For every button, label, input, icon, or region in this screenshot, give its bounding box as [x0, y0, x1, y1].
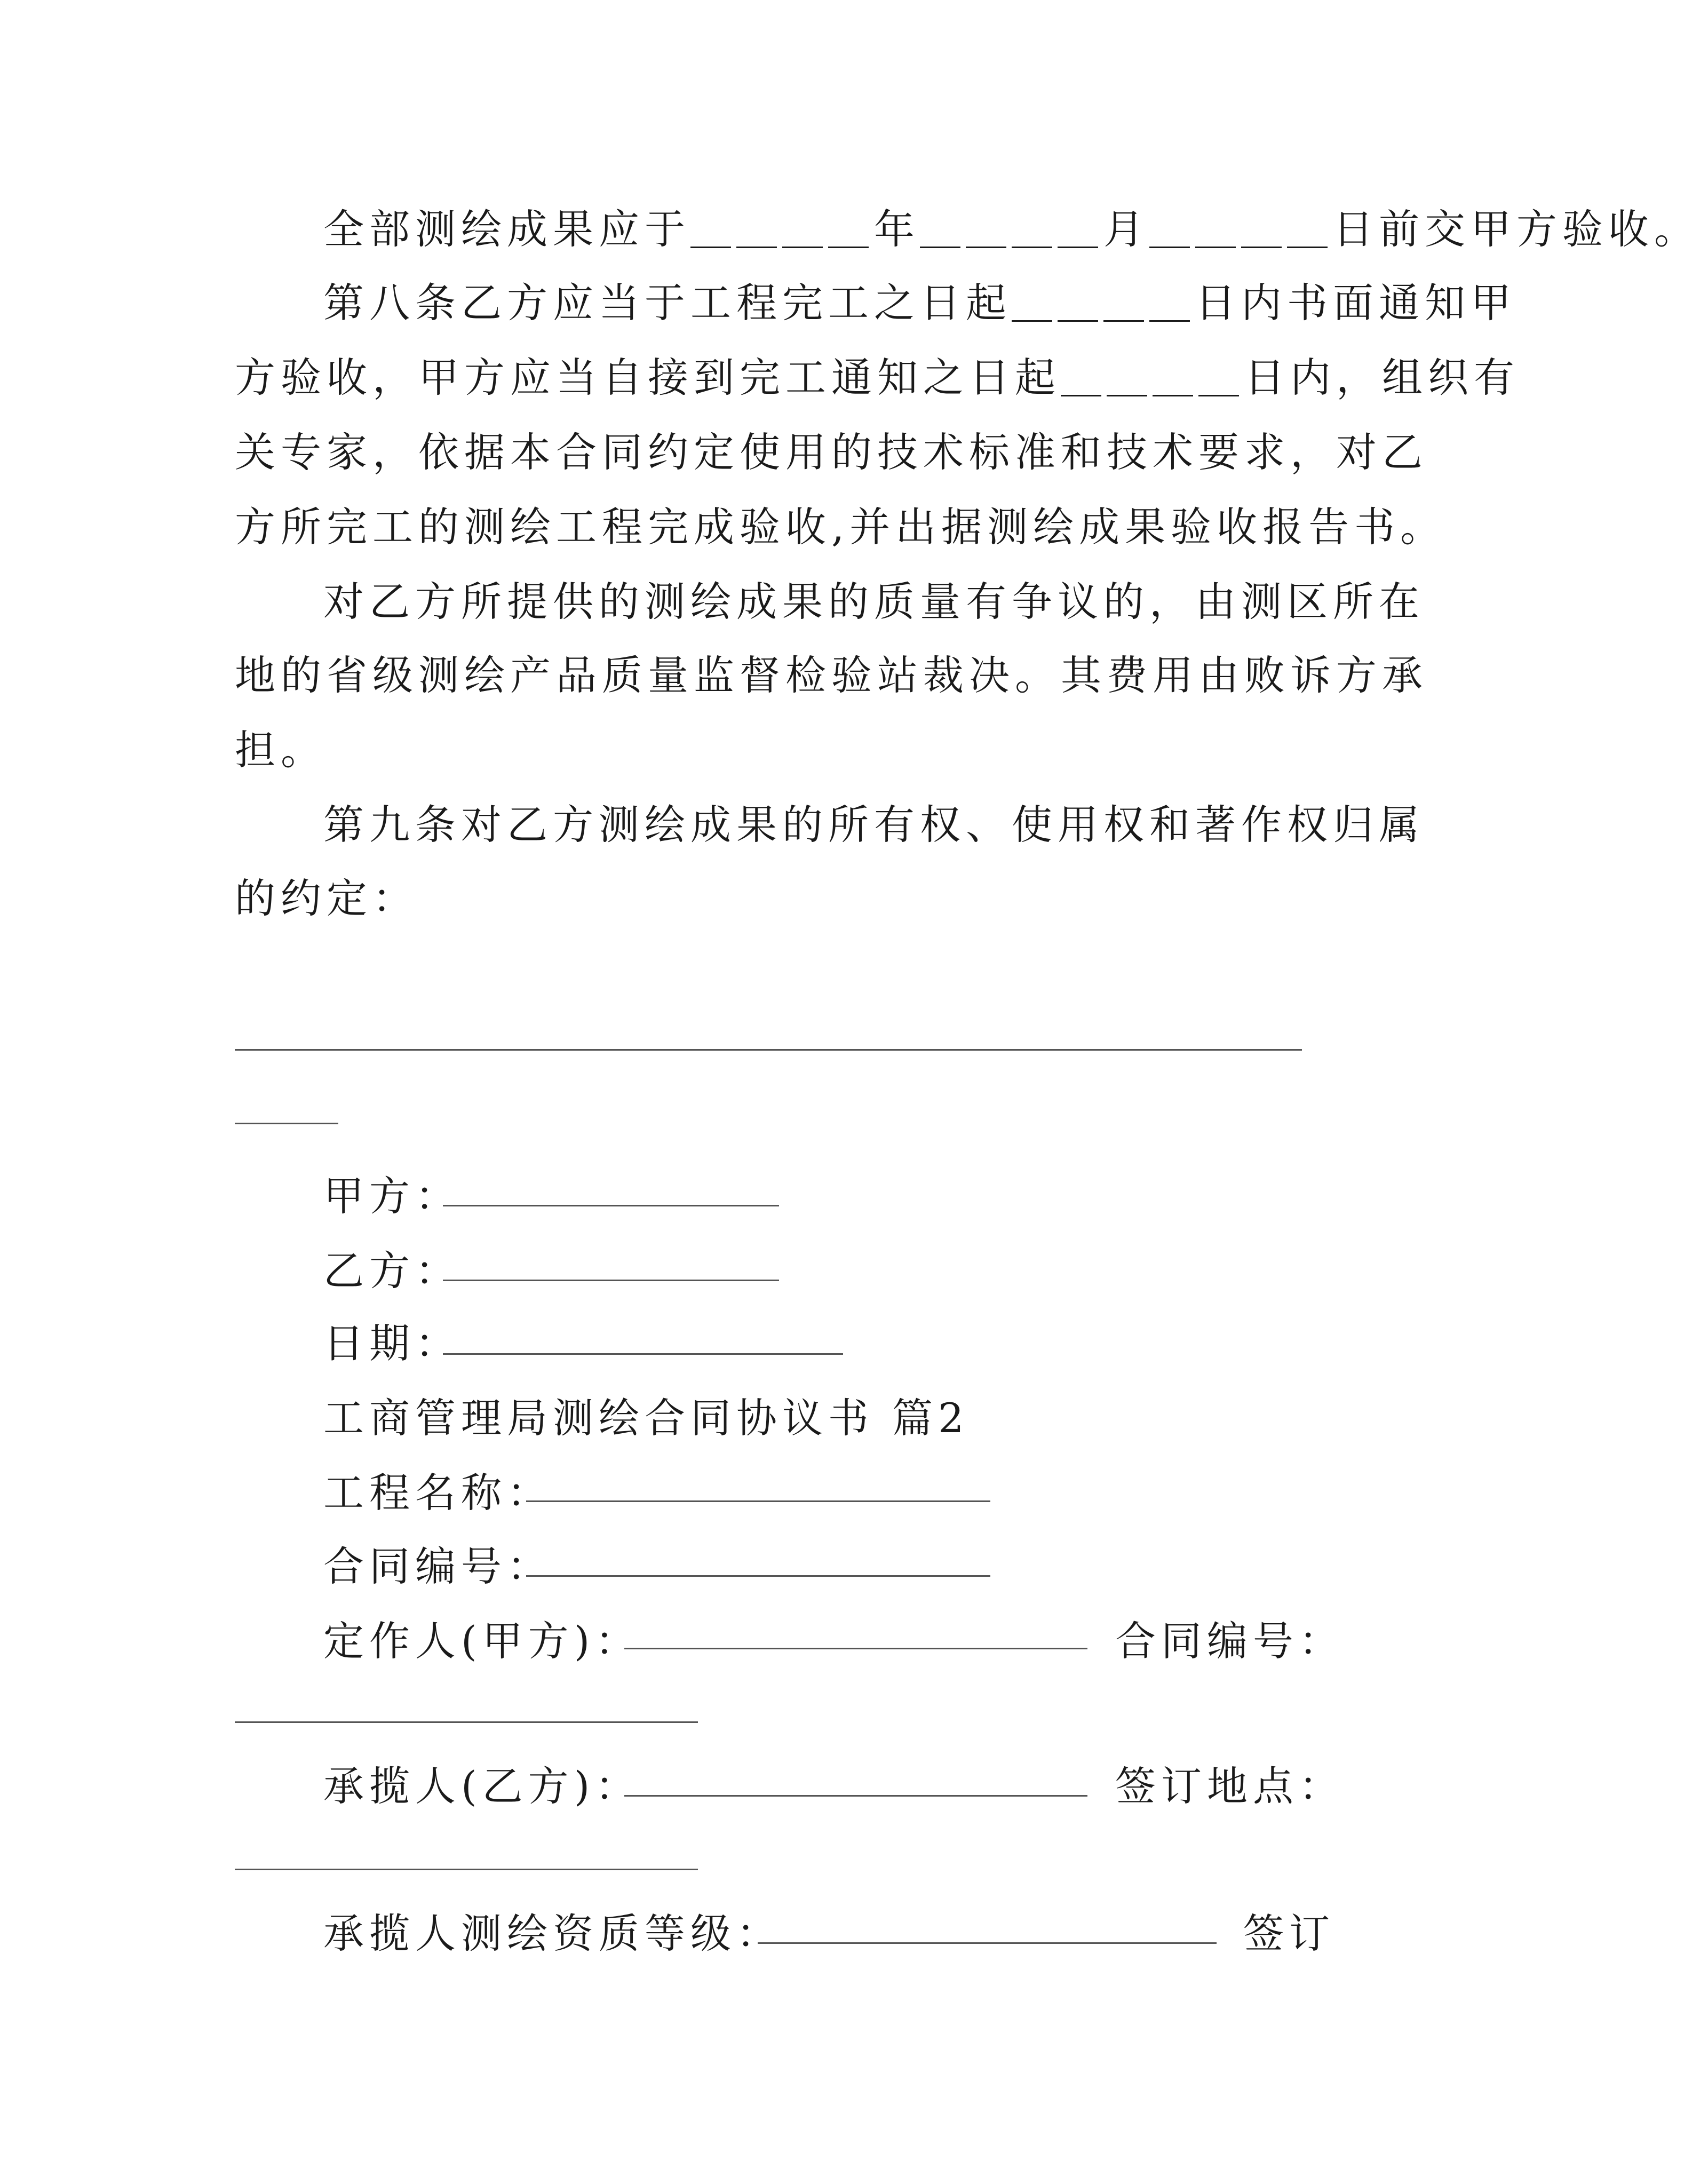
party-b-label: 乙方： — [323, 1247, 461, 1294]
paragraph-line: 全部测绘成果应于＿＿＿＿年＿＿＿＿月＿＿＿＿日前交甲方验收。 — [323, 205, 1700, 253]
date-label: 日期： — [323, 1320, 461, 1367]
paragraph-line: 关专家，依据本合同约定使用的技术标准和技术要求，对乙 — [235, 428, 1428, 476]
paragraph-line: 地的省级测绘产品质量监督检验站裁决。其费用由败诉方承 — [235, 652, 1428, 699]
blank-line — [235, 1123, 338, 1124]
party-a-label: 甲方： — [323, 1172, 461, 1220]
signing-label: 签订 — [1243, 1910, 1335, 1957]
paragraph-line: 第九条对乙方测绘成果的所有权、使用权和著作权归属 — [323, 801, 1425, 848]
paragraph-line: 第八条乙方应当于工程完工之日起＿＿＿＿日内书面通知甲 — [323, 279, 1516, 327]
signing-place-label: 签订地点： — [1115, 1762, 1345, 1810]
contract-number-label-2: 合同编号： — [1115, 1617, 1345, 1665]
date-blank — [443, 1353, 843, 1355]
paragraph-line: 担。 — [235, 726, 327, 774]
contractor-label: 承揽人(乙方)： — [323, 1762, 641, 1810]
qualification-blank — [758, 1942, 1217, 1944]
client-blank — [624, 1648, 1087, 1649]
paragraph-line: 方所完工的测绘工程完成验收,并出据测绘成果验收报告书。 — [235, 503, 1447, 551]
signing-place-blank — [235, 1869, 698, 1870]
contractor-blank — [624, 1795, 1087, 1797]
project-name-blank — [526, 1500, 990, 1502]
project-name-label: 工程名称： — [323, 1469, 553, 1516]
section-title: 工商管理局测绘合同协议书 篇2 — [323, 1394, 970, 1442]
blank-line — [235, 1049, 1302, 1051]
paragraph-line: 的约定： — [235, 875, 418, 922]
qualification-label: 承揽人测绘资质等级： — [323, 1910, 782, 1957]
contract-number-blank-2 — [235, 1721, 698, 1723]
party-a-blank — [443, 1205, 779, 1206]
contract-number-label: 合同编号： — [323, 1543, 553, 1590]
contract-number-blank — [526, 1575, 990, 1577]
paragraph-line: 方验收，甲方应当自接到完工通知之日起＿＿＿＿日内，组织有 — [235, 354, 1520, 401]
client-label: 定作人(甲方)： — [323, 1617, 641, 1665]
paragraph-line: 对乙方所提供的测绘成果的质量有争议的，由测区所在 — [323, 578, 1425, 625]
party-b-blank — [443, 1280, 779, 1281]
